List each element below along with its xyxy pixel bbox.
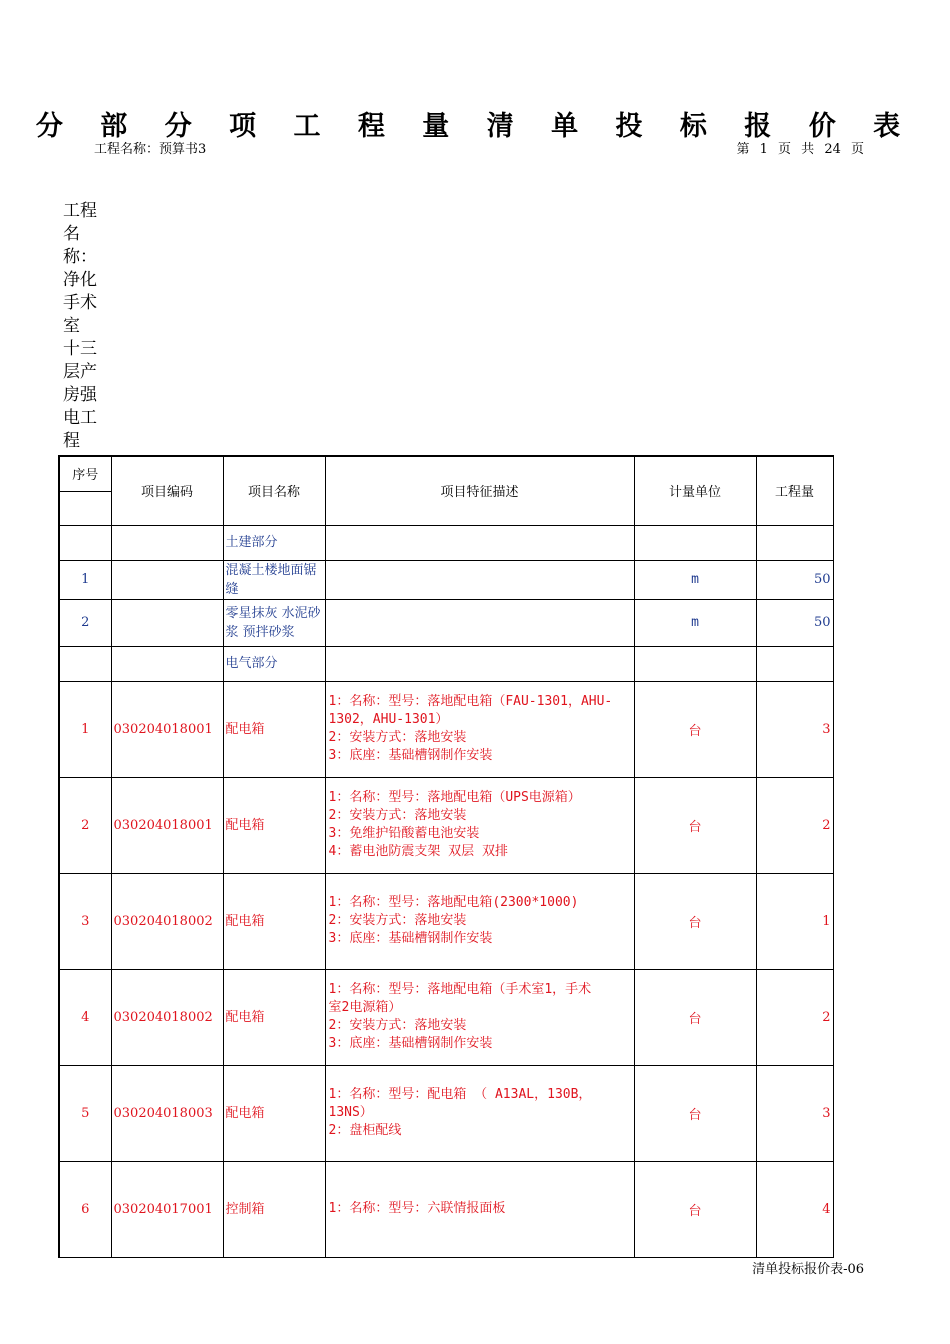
side-name-line: 工程: [63, 201, 97, 221]
cell-qty: 50: [756, 599, 833, 646]
table-row: [59, 599, 833, 646]
cell-code: 030204018001: [111, 777, 223, 873]
desc-line: 2：安装方式：落地安装: [328, 913, 467, 928]
cell-desc: [325, 681, 634, 777]
cell-name: 配电箱: [223, 681, 325, 777]
cell-code: 030204018003: [111, 1065, 223, 1161]
side-name-line: 房强: [63, 385, 97, 405]
side-name-line: 称：: [63, 247, 97, 267]
cell-code: [111, 646, 223, 681]
side-project-name: [63, 200, 105, 453]
side-name-line: 程: [63, 431, 80, 451]
side-name-line: 电工: [63, 408, 97, 428]
header-qty: 工程量: [756, 456, 833, 525]
cell-qty: [756, 525, 833, 560]
cell-seq: 6: [59, 1161, 111, 1257]
project-name-line: 工程名称：预算书3: [94, 142, 207, 157]
desc-line: 1：名称：型号：配电箱 （ A13AL，130B，: [328, 1087, 592, 1102]
cell-desc: [325, 873, 634, 969]
side-name-line: 净化: [63, 270, 97, 290]
cell-seq: 4: [59, 969, 111, 1065]
cell-desc: [325, 599, 634, 646]
form-code-footer: 清单投标报价表-06: [752, 1262, 864, 1277]
cell-seq: 5: [59, 1065, 111, 1161]
desc-line: 3：免维护铅酸蓄电池安装: [328, 826, 480, 841]
cell-name: 土建部分: [223, 525, 325, 560]
table-row: [59, 969, 833, 1065]
header-seq: 序号: [59, 456, 111, 491]
cell-seq: 2: [59, 777, 111, 873]
desc-line: 4：蓄电池防震支架 双层 双排: [328, 844, 508, 859]
table-row: [59, 646, 833, 681]
cell-desc: [325, 560, 634, 599]
page-indicator: 第 1 页 共 24 页: [736, 142, 864, 157]
cell-qty: 2: [756, 777, 833, 873]
cell-name: 配电箱: [223, 1065, 325, 1161]
table-row: [59, 873, 833, 969]
desc-line: 1：名称：型号：六联情报面板: [328, 1201, 506, 1216]
cell-unit: [634, 646, 756, 681]
cell-code: 030204018002: [111, 873, 223, 969]
cell-unit: 台: [634, 777, 756, 873]
header-row: [59, 456, 833, 491]
desc-line: 1：名称：型号：落地配电箱（UPS电源箱）: [328, 790, 581, 805]
desc-line: 2：安装方式：落地安装: [328, 1018, 467, 1033]
cell-qty: 4: [756, 1161, 833, 1257]
side-name-line: 室: [63, 316, 80, 336]
table-row: [59, 777, 833, 873]
cell-seq: 1: [59, 681, 111, 777]
cell-seq: 1: [59, 560, 111, 599]
header-name: 项目名称: [223, 456, 325, 525]
desc-line: 2：安装方式：落地安装: [328, 730, 467, 745]
cell-seq: [59, 525, 111, 560]
cell-name: 控制箱: [223, 1161, 325, 1257]
desc-line: 2：安装方式：落地安装: [328, 808, 467, 823]
desc-line: 1：名称：型号：落地配电箱（FAU-1301，AHU-: [328, 694, 613, 709]
table-row: [59, 1161, 833, 1257]
desc-line: 1：名称：型号：落地配电箱（手术室1，手术: [328, 982, 592, 997]
cell-seq: 2: [59, 599, 111, 646]
side-name-line: 手术: [63, 293, 97, 313]
desc-line: 1：名称：型号：落地配电箱(2300*1000): [328, 895, 579, 910]
table-row: [59, 525, 833, 560]
side-name-line: 层产: [63, 362, 97, 382]
cell-name: 配电箱: [223, 777, 325, 873]
desc-line: 2：盘柜配线: [328, 1123, 402, 1138]
cell-code: [111, 599, 223, 646]
page-title: 分 部 分 项 工 程 量 清 单 投 标 报 价 表: [35, 111, 915, 142]
table-row: [59, 560, 833, 599]
cell-desc: [325, 525, 634, 560]
desc-line: 3：底座：基础槽钢制作安装: [328, 931, 493, 946]
bill-of-quantities-table: [58, 455, 834, 1258]
cell-code: [111, 560, 223, 599]
cell-code: 030204018001: [111, 681, 223, 777]
desc-line: 3：底座：基础槽钢制作安装: [328, 1036, 493, 1051]
table-row: [59, 1065, 833, 1161]
cell-qty: 3: [756, 1065, 833, 1161]
cell-qty: 1: [756, 873, 833, 969]
cell-unit: 台: [634, 969, 756, 1065]
cell-code: [111, 525, 223, 560]
cell-unit: m: [634, 599, 756, 646]
cell-unit: [634, 525, 756, 560]
cell-name: 零星抹灰 水泥砂浆 预拌砂浆: [223, 599, 325, 646]
cell-name: 配电箱: [223, 969, 325, 1065]
cell-desc: [325, 969, 634, 1065]
desc-line: 室2电源箱）: [328, 1000, 402, 1015]
cell-qty: 3: [756, 681, 833, 777]
cell-seq: [59, 646, 111, 681]
cell-unit: 台: [634, 681, 756, 777]
cell-desc: [325, 1161, 634, 1257]
desc-line: 13NS）: [328, 1105, 373, 1120]
cell-code: 030204017001: [111, 1161, 223, 1257]
cell-unit: 台: [634, 873, 756, 969]
header-unit: 计量单位: [634, 456, 756, 525]
cell-name: 混凝土楼地面锯缝: [223, 560, 325, 599]
cell-desc: [325, 777, 634, 873]
cell-desc: [325, 646, 634, 681]
header-desc: 项目特征描述: [325, 456, 634, 525]
side-name-line: 十三: [63, 339, 97, 359]
cell-unit: 台: [634, 1161, 756, 1257]
side-name-line: 名: [63, 224, 80, 244]
table-row: [59, 681, 833, 777]
cell-qty: [756, 646, 833, 681]
cell-desc: [325, 1065, 634, 1161]
cell-name: 电气部分: [223, 646, 325, 681]
desc-line: 3：底座：基础槽钢制作安装: [328, 748, 493, 763]
cell-code: 030204018002: [111, 969, 223, 1065]
cell-seq: 3: [59, 873, 111, 969]
cell-qty: 50: [756, 560, 833, 599]
cell-unit: m: [634, 560, 756, 599]
header-seq-blank: [59, 491, 111, 525]
header-code: 项目编码: [111, 456, 223, 525]
cell-qty: 2: [756, 969, 833, 1065]
desc-line: 1302，AHU-1301）: [328, 712, 449, 727]
cell-name: 配电箱: [223, 873, 325, 969]
cell-unit: 台: [634, 1065, 756, 1161]
